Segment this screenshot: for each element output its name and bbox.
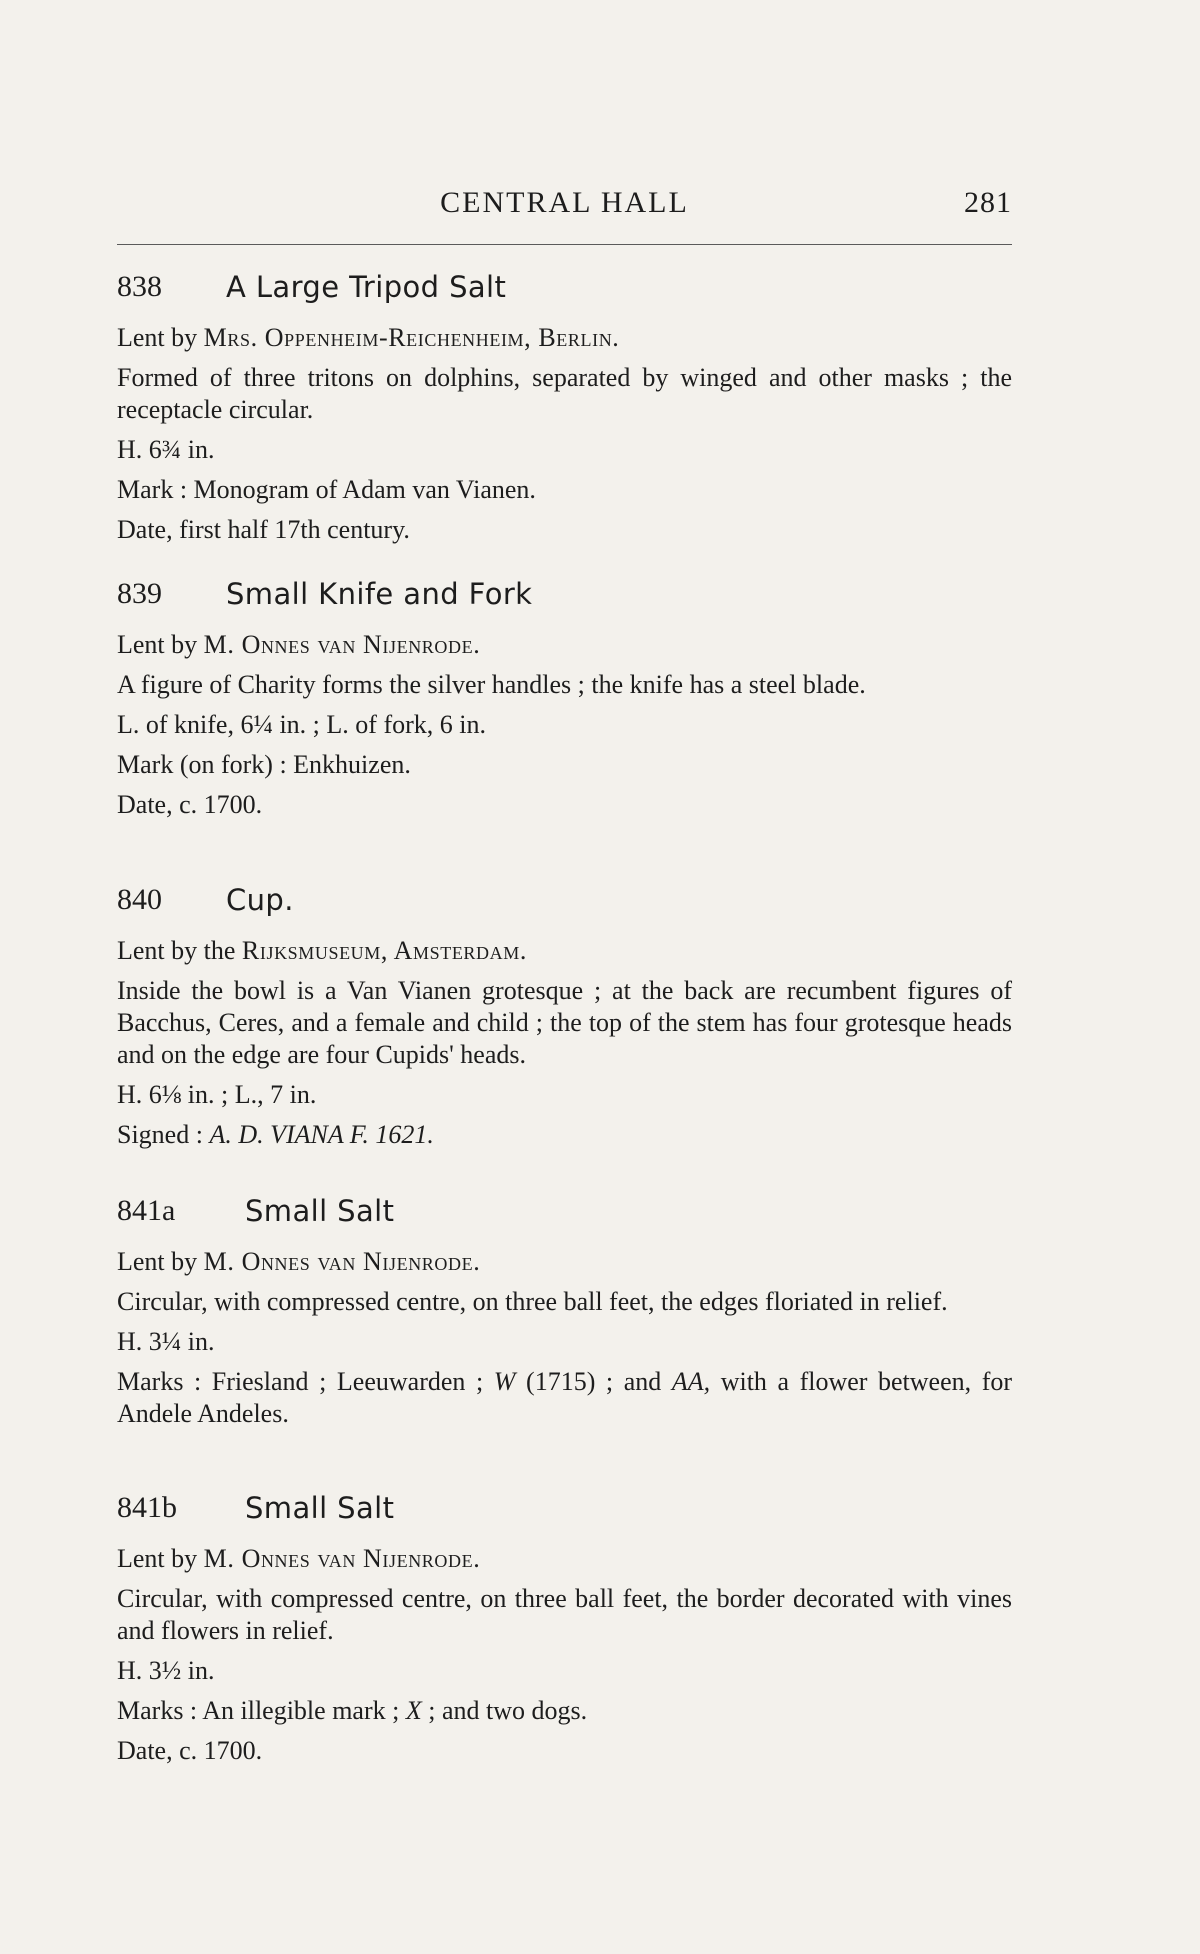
running-title: CENTRAL HALL bbox=[440, 186, 689, 219]
lent-prefix: Lent by the bbox=[117, 936, 236, 965]
entry-description: Inside the bowl is a Van Vianen grotesque ; at the back are recumbent figures of Bacchus, Ceres, and a female and child ; the top of the stem has four grotesque heads and on the edge are four Cupids' heads. bbox=[117, 976, 1012, 1069]
entry-number: 838 bbox=[117, 270, 162, 303]
entry-number: 841b bbox=[117, 1491, 177, 1524]
entry-title: Small Salt bbox=[245, 1491, 395, 1525]
signed-prefix: Signed : bbox=[117, 1120, 203, 1149]
entry-heading bbox=[117, 1491, 1012, 1535]
marks-text: ; and two dogs. bbox=[428, 1696, 588, 1725]
mark-initials: AA, bbox=[671, 1367, 711, 1396]
lender-name: M. Onnes van Nijenrode. bbox=[203, 1544, 481, 1573]
marks-text: Marks : Friesland ; Leeuwarden ; bbox=[117, 1367, 484, 1396]
entry-heading bbox=[117, 577, 1012, 621]
catalogue-entry-840 bbox=[117, 883, 1012, 1151]
marks-text: with a flower between, for Andele Andeles. bbox=[117, 1367, 1013, 1428]
entry-heading bbox=[117, 1194, 1012, 1238]
lender-line bbox=[117, 1246, 1012, 1278]
lent-prefix: Lent by bbox=[117, 1247, 198, 1276]
lender-name: Rijksmuseum, Amsterdam. bbox=[241, 936, 527, 965]
lender-line bbox=[117, 629, 1012, 661]
entry-mark: Mark : Monogram of Adam van Vianen. bbox=[117, 475, 536, 504]
marks-text: (1715) ; and bbox=[526, 1367, 662, 1396]
lender-line bbox=[117, 322, 1012, 354]
entry-description: A figure of Charity forms the silver handles ; the knife has a steel blade. bbox=[117, 670, 866, 699]
lent-prefix: Lent by bbox=[117, 630, 198, 659]
lender-line bbox=[117, 935, 1012, 967]
entry-date: Date, c. 1700. bbox=[117, 1736, 263, 1765]
entry-heading bbox=[117, 270, 1012, 314]
entry-title: Small Salt bbox=[245, 1194, 395, 1228]
entry-description: Circular, with compressed centre, on three ball feet, the edges floriated in relief. bbox=[117, 1287, 948, 1316]
lent-prefix: Lent by bbox=[117, 1544, 198, 1573]
lender-name: M. Onnes van Nijenrode. bbox=[203, 1247, 481, 1276]
entry-number: 841a bbox=[117, 1194, 176, 1227]
catalogue-entry-838 bbox=[117, 270, 1012, 546]
entry-signature bbox=[117, 1119, 1012, 1151]
header-rule bbox=[117, 244, 1012, 245]
running-head bbox=[117, 186, 1012, 226]
entry-description: Formed of three tritons on dolphins, separated by winged and other masks ; the receptacle circular. bbox=[117, 363, 1012, 424]
entry-description: Circular, with compressed centre, on three ball feet, the border decorated with vines and flowers in relief. bbox=[117, 1584, 1012, 1645]
mark-letter: W bbox=[493, 1367, 516, 1396]
entry-dimensions: H. 6⅛ in. ; L., 7 in. bbox=[117, 1080, 317, 1109]
signed-inscription: A. D. VIANA F. 1621. bbox=[209, 1120, 434, 1149]
entry-mark: Mark (on fork) : Enkhuizen. bbox=[117, 750, 411, 779]
entry-marks bbox=[117, 1366, 1012, 1430]
entry-title: A Large Tripod Salt bbox=[226, 270, 507, 304]
entry-heading bbox=[117, 883, 1012, 927]
entry-dimensions: H. 6¾ in. bbox=[117, 435, 215, 464]
entry-dimensions: H. 3½ in. bbox=[117, 1656, 215, 1685]
page-number: 281 bbox=[964, 186, 1012, 219]
catalogue-entry-839 bbox=[117, 577, 1012, 821]
entry-title: Small Knife and Fork bbox=[226, 577, 533, 611]
lender-name: M. Onnes van Nijenrode. bbox=[203, 630, 481, 659]
entry-number: 840 bbox=[117, 883, 162, 916]
catalogue-entry-841a bbox=[117, 1194, 1012, 1430]
entry-dimensions: L. of knife, 6¼ in. ; L. of fork, 6 in. bbox=[117, 710, 486, 739]
entry-title: Cup. bbox=[226, 883, 294, 917]
marks-text: Marks : An illegible mark ; bbox=[117, 1696, 400, 1725]
catalogue-entry-841b bbox=[117, 1491, 1012, 1767]
entry-dimensions: H. 3¼ in. bbox=[117, 1327, 215, 1356]
entry-date: Date, first half 17th century. bbox=[117, 515, 410, 544]
entry-date: Date, c. 1700. bbox=[117, 790, 263, 819]
mark-letter: X bbox=[405, 1696, 422, 1725]
entry-number: 839 bbox=[117, 577, 162, 610]
lent-prefix: Lent by bbox=[117, 323, 198, 352]
entry-marks bbox=[117, 1695, 1012, 1727]
lender-line bbox=[117, 1543, 1012, 1575]
lender-name: Mrs. Oppenheim-Reichenheim, Berlin. bbox=[203, 323, 620, 352]
